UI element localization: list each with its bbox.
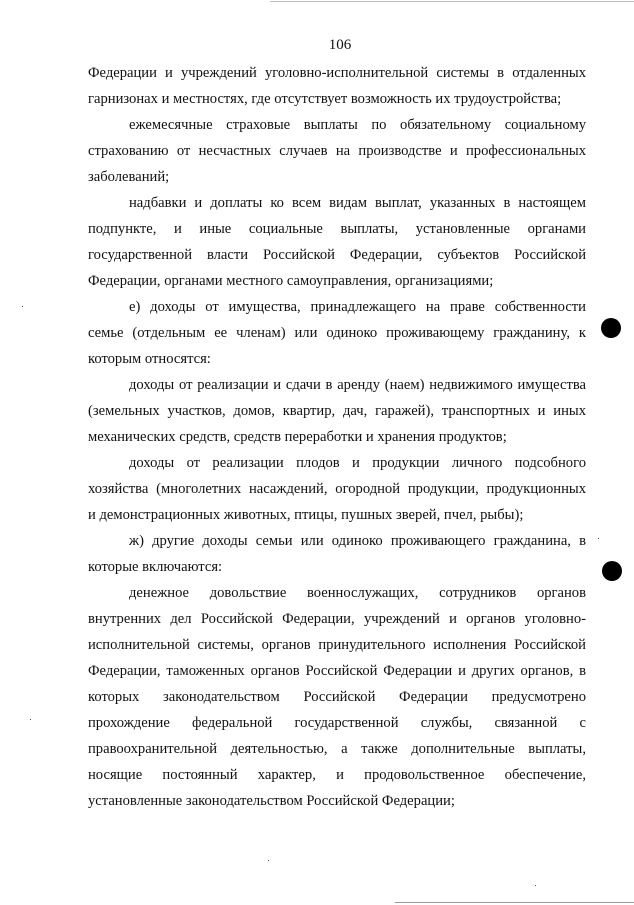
body-line: страхованию от несчастных случаев на производстве и профессиональных bbox=[88, 143, 586, 159]
body-line: денежное довольствие военнослужащих, сотрудников органов bbox=[129, 585, 586, 601]
body-line: внутренних дел Российской Федерации, учреждений и органов уголовно- bbox=[88, 611, 586, 627]
body-line: хозяйства (многолетних насаждений, огородной продукции, продукционных bbox=[88, 481, 586, 497]
body-line: прохождение федеральной государственной службы, связанной с bbox=[88, 715, 586, 731]
page-number: 106 bbox=[328, 37, 352, 53]
body-line: ежемесячные страховые выплаты по обязательному социальному bbox=[129, 117, 586, 133]
body-line: надбавки и доплаты ко всем видам выплат, указанных в настоящем bbox=[129, 195, 586, 211]
body-line: исполнительной системы, органов принудительного исполнения Российской bbox=[88, 637, 586, 653]
body-line: правоохранительной деятельностью, а также дополнительные выплаты, bbox=[88, 741, 586, 757]
body-line: которым относятся: bbox=[88, 351, 211, 367]
body-line: Федерации, органами местного самоуправления, организациями; bbox=[88, 273, 494, 289]
body-line: гарнизонах и местностях, где отсутствует возможность их трудоустройства; bbox=[88, 91, 562, 107]
scan-speck bbox=[268, 860, 269, 861]
body-line: семье (отдельным ее членам) или одиноко проживающему гражданину, к bbox=[88, 325, 586, 341]
body-line: которые включаются: bbox=[88, 559, 223, 575]
body-line: носящие постоянный характер, и продовольственное обеспечение, bbox=[88, 767, 586, 783]
body-line: установленные законодательством Российской Федерации; bbox=[88, 793, 455, 809]
body-line: механических средств, средств переработки и хранения продуктов; bbox=[88, 429, 507, 445]
scan-edge-bottom bbox=[395, 902, 634, 903]
body-line: которых законодательством Российской Федерации предусмотрено bbox=[88, 689, 586, 705]
body-line: Федерации, таможенных органов Российской Федерации и других органов, в bbox=[88, 663, 586, 679]
body-line: подпункте, и иные социальные выплаты, установленные органами bbox=[88, 221, 586, 237]
scan-speck bbox=[30, 719, 31, 720]
body-line: (земельных участков, домов, квартир, дач, гаражей), транспортных и иных bbox=[88, 403, 586, 419]
body-line: доходы от реализации и сдачи в аренду (наем) недвижимого имущества bbox=[129, 377, 586, 393]
scan-edge-top bbox=[270, 1, 634, 2]
body-line: государственной власти Российской Федерации, субъектов Российской bbox=[88, 247, 586, 263]
body-line: ж) другие доходы семьи или одиноко проживающего гражданина, в bbox=[129, 533, 586, 549]
scan-speck bbox=[598, 538, 599, 539]
scan-speck bbox=[535, 885, 536, 886]
scan-speck bbox=[22, 306, 23, 307]
body-line: заболеваний; bbox=[88, 169, 170, 185]
body-line: и демонстрационных животных, птицы, пушных зверей, пчел, рыбы); bbox=[88, 507, 524, 523]
punch-hole-mark bbox=[601, 318, 621, 338]
body-line: доходы от реализации плодов и продукции личного подсобного bbox=[129, 455, 586, 471]
body-line: Федерации и учреждений уголовно-исполнительной системы в отдаленных bbox=[88, 65, 586, 81]
body-line: е) доходы от имущества, принадлежащего на праве собственности bbox=[129, 299, 586, 315]
punch-hole-mark bbox=[602, 561, 622, 581]
